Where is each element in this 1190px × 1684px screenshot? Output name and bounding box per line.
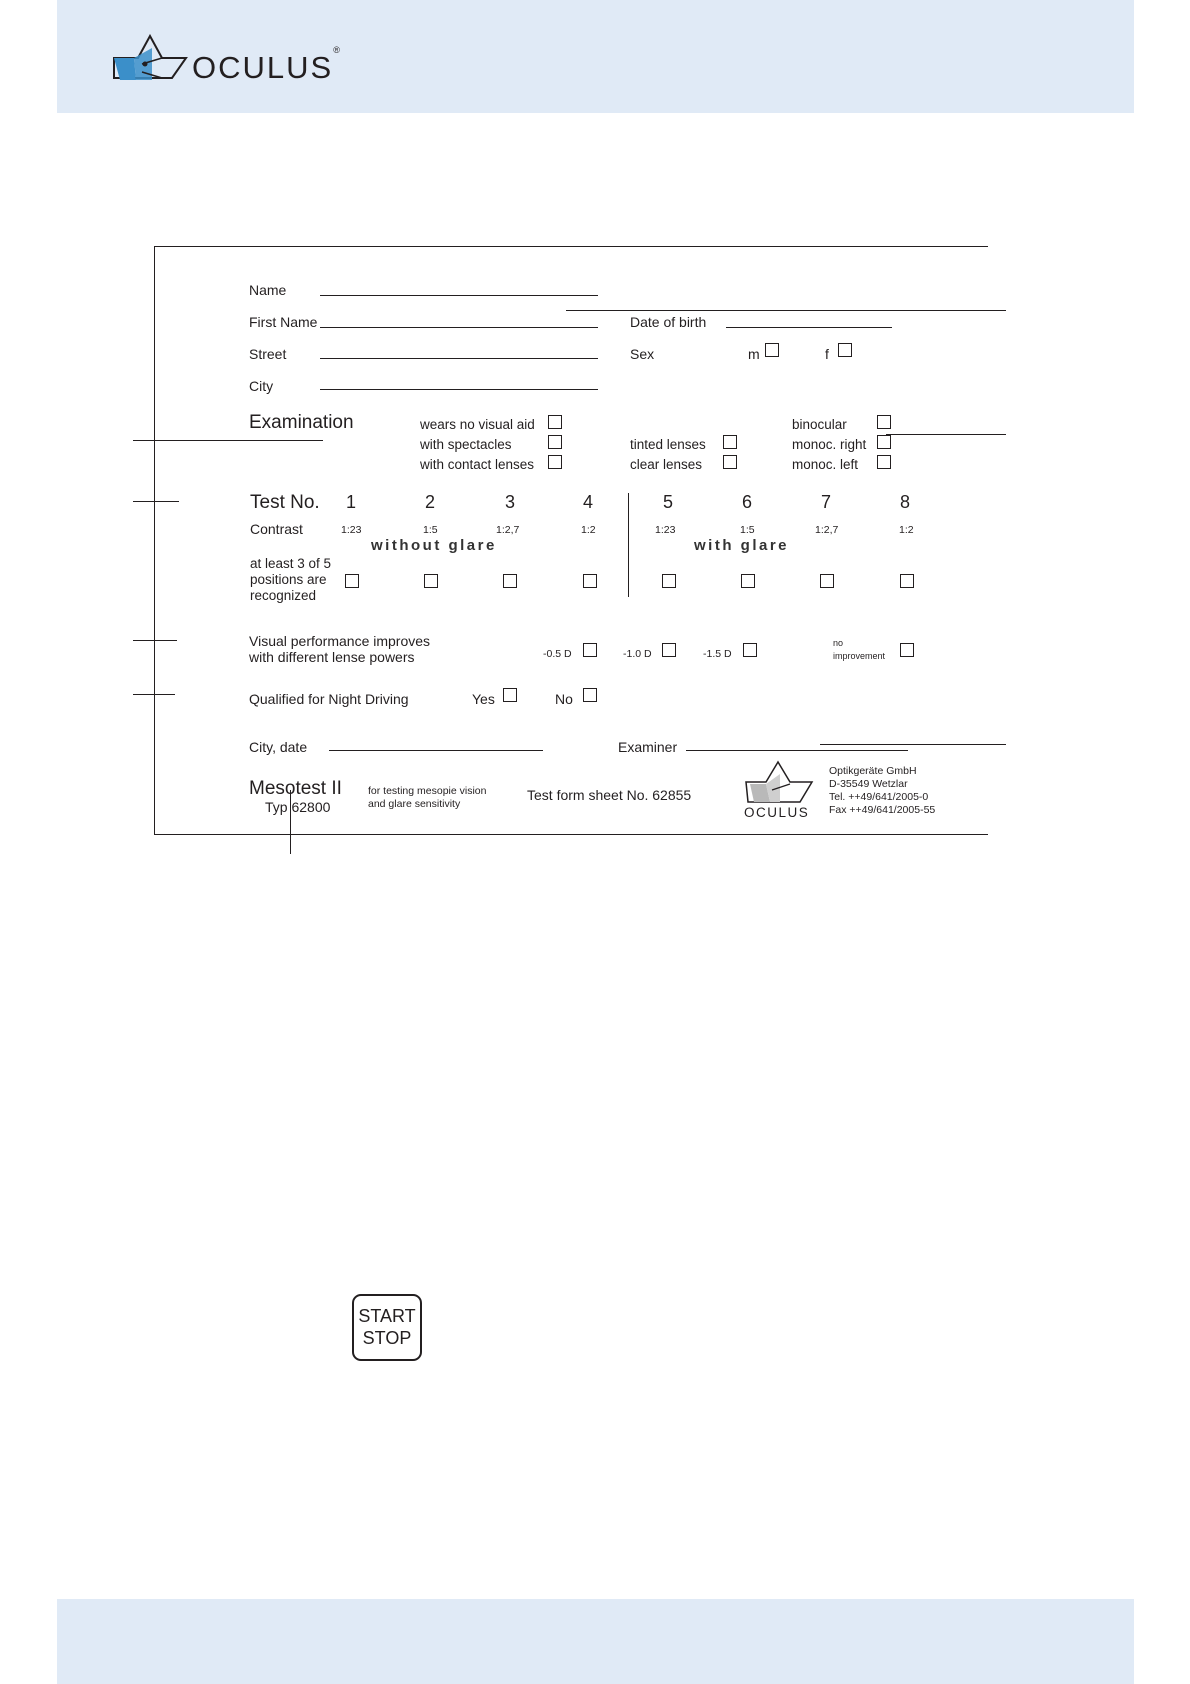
street-field[interactable]: [320, 358, 598, 359]
night-driving-yes-checkbox[interactable]: [503, 688, 517, 702]
with-contact-lenses-label: with contact lenses: [420, 457, 535, 472]
criterion-label: at least 3 of 5 positions are recognized: [250, 556, 332, 603]
company-address: Optikgeräte GmbH D-35549 Wetzlar Tel. ++49/641/2005-0 Fax ++49/641/2005-55: [829, 765, 936, 816]
contrast-value: 1:23: [341, 524, 362, 536]
product-description: for testing mesopie vision and glare sensitivity: [368, 785, 487, 810]
binocular-checkbox[interactable]: [877, 415, 891, 429]
contrast-label: Contrast: [250, 521, 303, 537]
test-4-checkbox[interactable]: [583, 574, 597, 588]
test-number: 7: [821, 492, 832, 512]
brand-wordmark: OCULUS®: [192, 44, 340, 85]
contrast-value: 1:2: [581, 524, 596, 536]
tinted-lenses-checkbox[interactable]: [723, 435, 737, 449]
night-driving-no-label: No: [555, 691, 573, 707]
sex-m-checkbox[interactable]: [765, 343, 779, 357]
contrast-value: 1:5: [740, 524, 755, 536]
with-contact-lenses-checkbox[interactable]: [548, 455, 562, 469]
contrast-value: 1:2,7: [496, 524, 520, 536]
option-minus-1-0-label: -1.0 D: [623, 648, 652, 660]
first-name-field[interactable]: [320, 327, 598, 328]
test-number: 5: [663, 492, 674, 512]
examiner-field[interactable]: [686, 750, 908, 751]
callout-line: [133, 640, 177, 641]
glare-divider: [628, 493, 629, 597]
test-5-checkbox[interactable]: [662, 574, 676, 588]
sex-m-label: m: [748, 346, 760, 362]
test-8-checkbox[interactable]: [900, 574, 914, 588]
examiner-label: Examiner: [618, 739, 678, 755]
test-3-checkbox[interactable]: [503, 574, 517, 588]
contrast-value: 1:2: [899, 524, 914, 536]
first-name-label: First Name: [249, 314, 318, 330]
footer-band: [57, 1599, 1134, 1684]
form-bottom-border: [154, 834, 988, 835]
visual-performance-label: Visual performance improves with different lense powers: [249, 633, 431, 665]
without-glare-label: without glare: [371, 537, 497, 554]
callout-line: [133, 694, 175, 695]
contrast-value: 1:5: [423, 524, 438, 536]
clear-lenses-checkbox[interactable]: [723, 455, 737, 469]
form-sheet-number: Test form sheet No. 62855: [527, 787, 692, 803]
test-number: 1: [346, 492, 357, 512]
test-1-checkbox[interactable]: [345, 574, 359, 588]
wears-no-aid-checkbox[interactable]: [548, 415, 562, 429]
small-logo-text: OCULUS: [744, 805, 810, 820]
sex-f-checkbox[interactable]: [838, 343, 852, 357]
callout-line: [133, 501, 179, 502]
night-driving-no-checkbox[interactable]: [583, 688, 597, 702]
tinted-lenses-label: tinted lenses: [630, 437, 706, 452]
callout-line: [566, 310, 1006, 311]
monoc-right-checkbox[interactable]: [877, 435, 891, 449]
start-stop-button[interactable]: START STOP: [352, 1294, 422, 1361]
option-minus-1-5-checkbox[interactable]: [743, 643, 757, 657]
monoc-left-checkbox[interactable]: [877, 455, 891, 469]
test-2-checkbox[interactable]: [424, 574, 438, 588]
option-minus-0-5-label: -0.5 D: [543, 648, 572, 660]
product-name: Mesotest II: [249, 778, 342, 799]
no-improvement-checkbox[interactable]: [900, 643, 914, 657]
callout-line: [133, 440, 323, 441]
test-no-title: Test No.: [250, 492, 320, 513]
test-number: 2: [425, 492, 436, 512]
city-date-field[interactable]: [329, 750, 543, 751]
monoc-left-label: monoc. left: [792, 457, 859, 472]
name-field[interactable]: [320, 295, 598, 296]
oculus-small-logo-icon: [744, 760, 814, 806]
city-date-label: City, date: [249, 739, 308, 755]
option-minus-1-0-checkbox[interactable]: [662, 643, 676, 657]
contrast-value: 1:23: [655, 524, 676, 536]
city-field[interactable]: [320, 389, 598, 390]
test-number: 4: [583, 492, 594, 512]
form-top-border: [154, 246, 988, 247]
with-spectacles-checkbox[interactable]: [548, 435, 562, 449]
with-spectacles-label: with spectacles: [420, 437, 512, 452]
no-improvement-label: no improvement: [833, 638, 886, 661]
sex-f-label: f: [825, 346, 829, 362]
test-7-checkbox[interactable]: [820, 574, 834, 588]
sex-label: Sex: [630, 346, 655, 362]
name-label: Name: [249, 282, 287, 298]
product-type: Typ 62800: [265, 799, 331, 815]
city-label: City: [249, 378, 274, 394]
callout-line: [820, 744, 1006, 745]
test-number: 3: [505, 492, 516, 512]
night-driving-label: Qualified for Night Driving: [249, 691, 409, 707]
oculus-logo-icon: [112, 34, 190, 84]
test-number: 8: [900, 492, 911, 512]
test-6-checkbox[interactable]: [741, 574, 755, 588]
clear-lenses-label: clear lenses: [630, 457, 703, 472]
test-number: 6: [742, 492, 753, 512]
contrast-value: 1:2,7: [815, 524, 839, 536]
monoc-right-label: monoc. right: [792, 437, 867, 452]
option-minus-1-5-label: -1.5 D: [703, 648, 732, 660]
street-label: Street: [249, 346, 287, 362]
wears-no-aid-label: wears no visual aid: [420, 417, 535, 432]
binocular-label: binocular: [792, 417, 847, 432]
with-glare-label: with glare: [694, 537, 790, 554]
callout-line: [886, 434, 1006, 435]
dob-label: Date of birth: [630, 314, 707, 330]
dob-field[interactable]: [726, 327, 892, 328]
form-left-border: [154, 246, 155, 835]
option-minus-0-5-checkbox[interactable]: [583, 643, 597, 657]
examination-title: Examination: [249, 412, 354, 433]
night-driving-yes-label: Yes: [472, 691, 495, 707]
